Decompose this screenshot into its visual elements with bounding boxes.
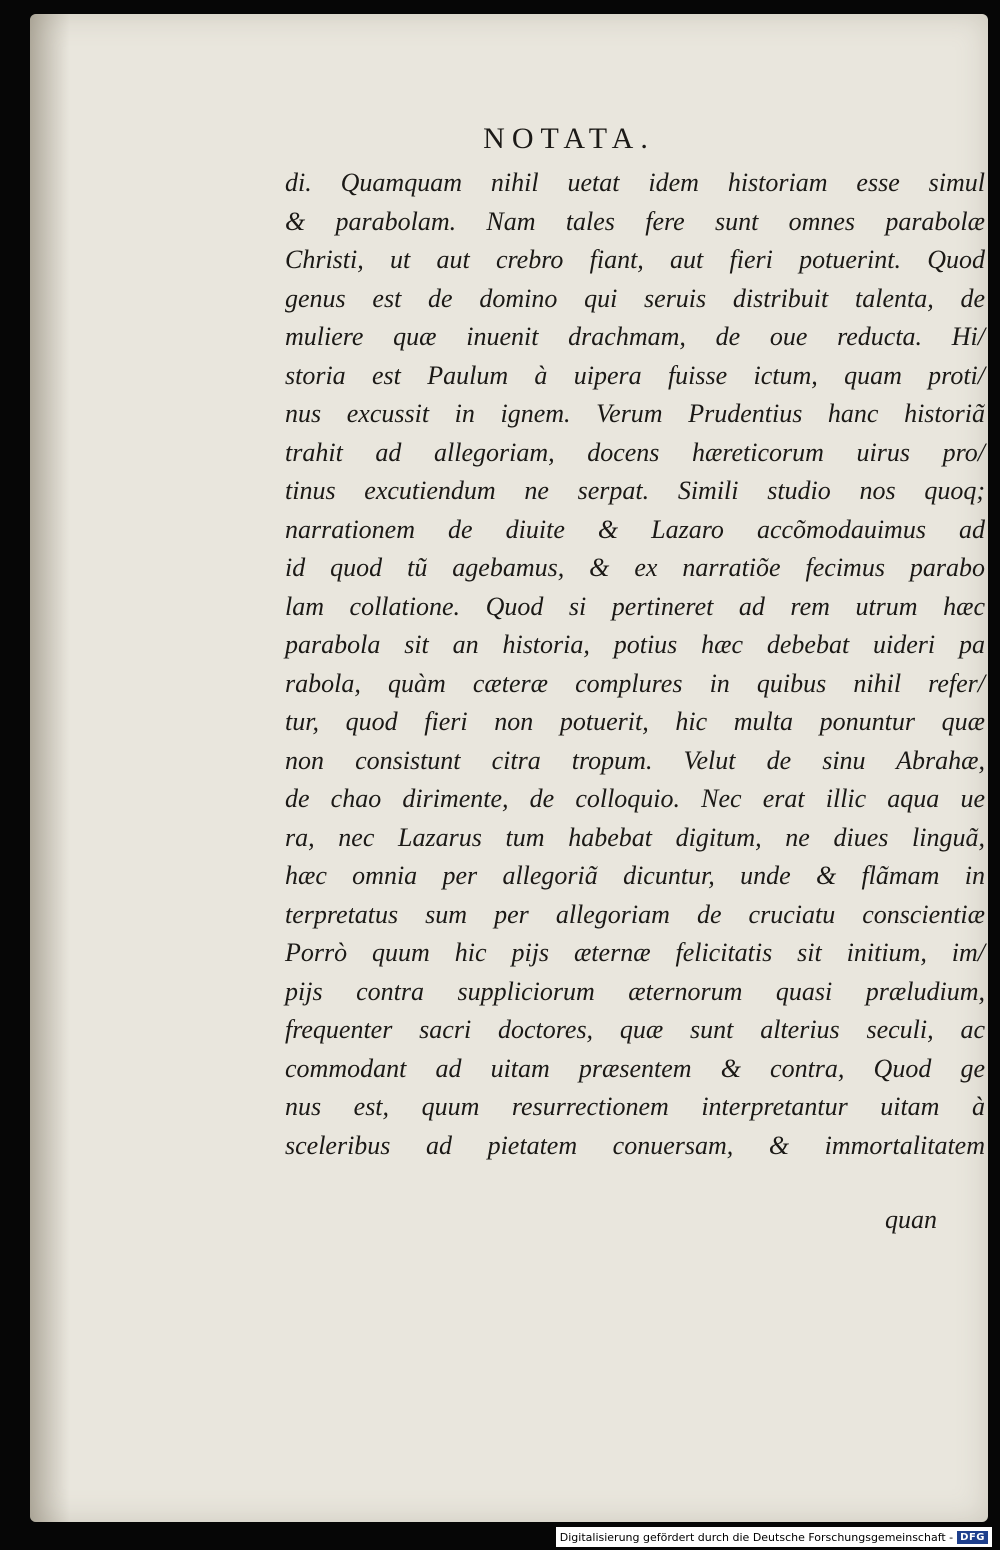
text-line: ra, nec Lazarus tum habebat digitum, ne diues linguã,	[285, 822, 985, 852]
text-line: id quod tũ agebamus, & ex narratiõe fecimus parabo	[285, 553, 985, 582]
text-line: non consistunt citra tropum. Velut de sinu Abrahæ,	[285, 745, 985, 775]
text-line: commodant ad uitam præsentem & contra, Quod ge	[285, 1053, 985, 1083]
text-line: parabola sit an historia, potius hæc debebat uideri pa	[285, 630, 985, 659]
text-line: de chao dirimente, de colloquio. Nec erat illic aqua ue	[285, 784, 985, 813]
text-line: storia est Paulum à uipera fuisse ictum, quam proti/	[285, 360, 985, 390]
text-line: hæc omnia per allegoriã dicuntur, unde & flãmam in	[285, 861, 985, 890]
funding-footer	[556, 1527, 992, 1547]
text-line: terpretatus sum per allegoriam de cruciatu conscientiæ	[285, 899, 985, 929]
text-line: tur, quod fieri non potuerit, hic multa ponuntur quæ	[285, 707, 985, 736]
text-line: nus excussit in ignem. Verum Prudentius hanc historiã	[285, 399, 985, 428]
page-spine-shadow	[30, 14, 70, 1522]
dfg-logo: DFG	[957, 1531, 988, 1544]
text-line: rabola, quàm cæteræ complures in quibus nihil refer/	[285, 668, 985, 698]
text-line: muliere quæ inuenit drachmam, de oue reducta. Hi/	[285, 322, 985, 351]
text-line: trahit ad allegoriam, docens hæreticorum uirus pro/	[285, 437, 985, 467]
text-line: genus est de domino qui seruis distribuit talenta, de	[285, 283, 985, 313]
running-head: NOTATA.	[483, 122, 655, 155]
text-line: Porrò quum hic pijs æternæ felicitatis sit initium, im/	[285, 938, 985, 967]
footer-text: Digitalisierung gefördert durch die Deutsche Forschungsgemeinschaft -	[559, 1530, 954, 1544]
book-page	[30, 14, 988, 1522]
text-line: & parabolam. Nam tales fere sunt omnes parabolæ	[285, 206, 985, 236]
text-line: frequenter sacri doctores, quæ sunt alterius seculi, ac	[285, 1015, 985, 1044]
text-line: nus est, quum resurrectionem interpretantur uitam à	[285, 1092, 985, 1121]
text-line: pijs contra suppliciorum æternorum quasi præludium,	[285, 976, 985, 1006]
catchword: quan	[885, 1205, 937, 1234]
text-line: narrationem de diuite & Lazaro accõmodauimus ad	[285, 514, 985, 544]
text-line: sceleribus ad pietatem conuersam, & immortalitatem	[285, 1130, 985, 1160]
text-line: di. Quamquam nihil uetat idem historiam esse simul	[285, 168, 985, 197]
text-line: lam collatione. Quod si pertineret ad rem utrum hæc	[285, 591, 985, 621]
text-line: tinus excutiendum ne serpat. Simili studio nos quoq;	[285, 476, 985, 505]
text-block	[285, 164, 985, 1165]
text-line: Christi, ut aut crebro fiant, aut fieri potuerint. Quod	[285, 245, 985, 274]
